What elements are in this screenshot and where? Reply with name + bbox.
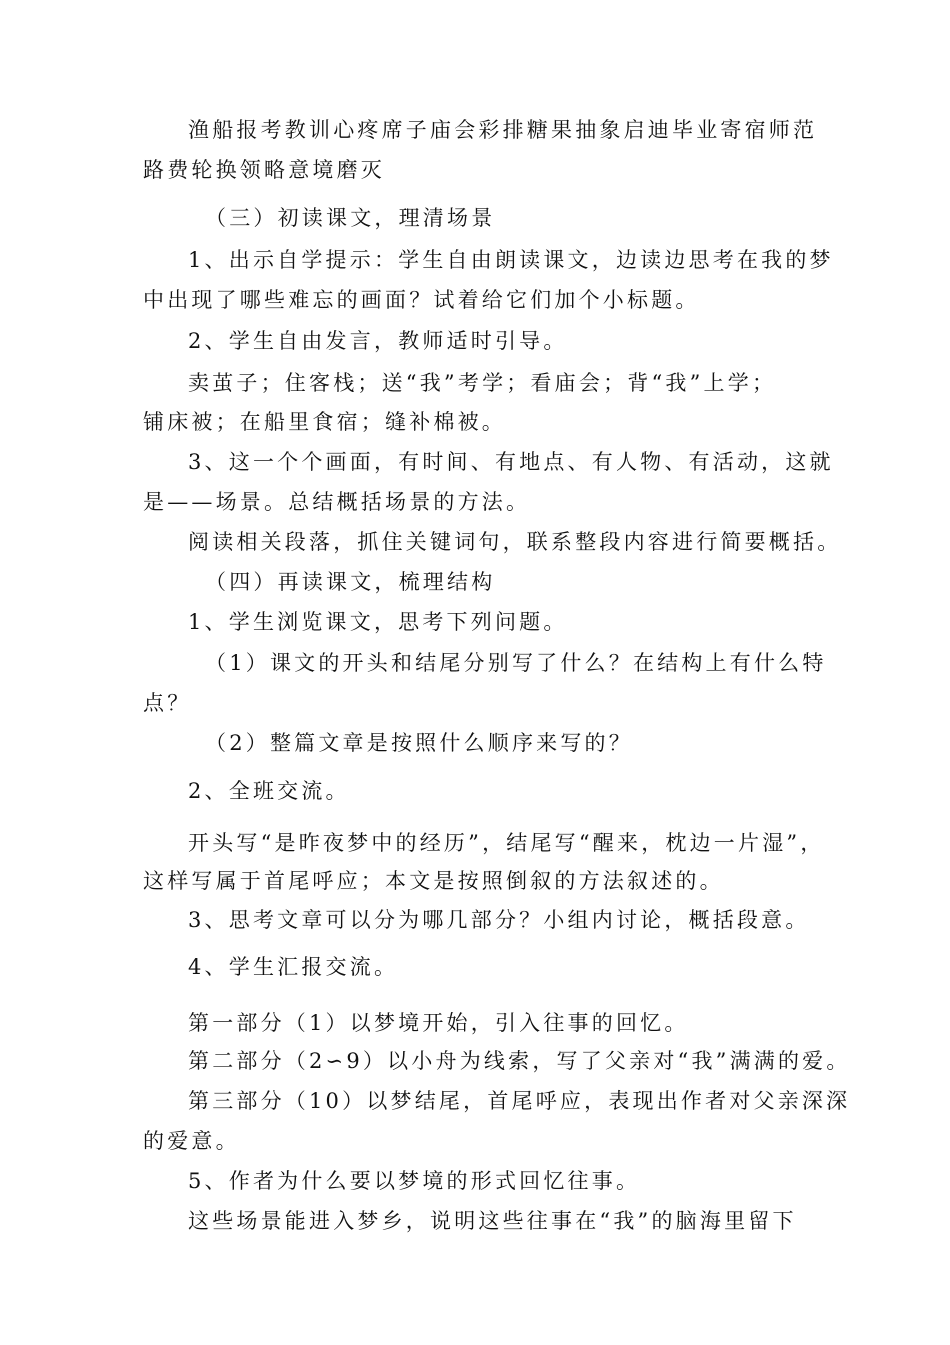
section-heading-4: （四）再读课文，梳理结构: [205, 570, 496, 594]
paragraph-line: 2、全班交流。: [188, 779, 350, 803]
paragraph-line: 1、出示自学提示：学生自由朗读课文，边读边思考在我的梦: [188, 248, 834, 272]
vocabulary-line-2: 路费轮换领略意境磨灭: [143, 158, 385, 182]
paragraph-line: 是——场景。总结概括场景的方法。: [143, 490, 531, 514]
paragraph-line: 铺床被；在船里食宿；缝补棉被。: [143, 410, 506, 434]
paragraph-line: 卖茧子；住客栈；送“我”考学；看庙会；背“我”上学；: [188, 371, 777, 395]
question-line: （2）整篇文章是按照什么顺序来写的？: [205, 731, 633, 755]
part-summary-line: 的爱意。: [143, 1129, 240, 1153]
paragraph-line: 2、学生自由发言，教师适时引导。: [188, 329, 568, 353]
part-summary-line: 第一部分（1）以梦境开始，引入往事的回忆。: [188, 1011, 689, 1035]
section-heading-3: （三）初读课文，理清场景: [205, 206, 496, 230]
vocabulary-line-1: 渔船报考教训心疼席子庙会彩排糖果抽象启迪毕业寄宿师范: [188, 118, 818, 142]
paragraph-line: 开头写“是昨夜梦中的经历”，结尾写“醒来，枕边一片湿”，: [188, 831, 825, 855]
paragraph-line: 中出现了哪些难忘的画面？试着给它们加个小标题。: [143, 288, 700, 312]
paragraph-line: 这样写属于首尾呼应；本文是按照倒叙的方法叙述的。: [143, 869, 724, 893]
question-line: 点？: [143, 691, 192, 715]
paragraph-line: 这些场景能进入梦乡，说明这些往事在“我”的脑海里留下: [188, 1209, 797, 1233]
paragraph-line: 5、作者为什么要以梦境的形式回忆往事。: [188, 1169, 641, 1193]
paragraph-line: 3、这一个个画面，有时间、有地点、有人物、有活动，这就: [188, 450, 834, 474]
part-summary-line: 第二部分（2∽9）以小舟为线索，写了父亲对“我”满满的爱。: [188, 1049, 851, 1073]
part-summary-line: 第三部分（10）以梦结尾，首尾呼应，表现出作者对父亲深深: [188, 1089, 851, 1113]
question-line: （1）课文的开头和结尾分别写了什么？在结构上有什么特: [205, 651, 827, 675]
paragraph-line: 1、学生浏览课文，思考下列问题。: [188, 610, 568, 634]
paragraph-line: 3、思考文章可以分为哪几部分？小组内讨论，概括段意。: [188, 908, 810, 932]
paragraph-line: 阅读相关段落，抓住关键词句，联系整段内容进行简要概括。: [188, 530, 842, 554]
paragraph-line: 4、学生汇报交流。: [188, 955, 399, 979]
